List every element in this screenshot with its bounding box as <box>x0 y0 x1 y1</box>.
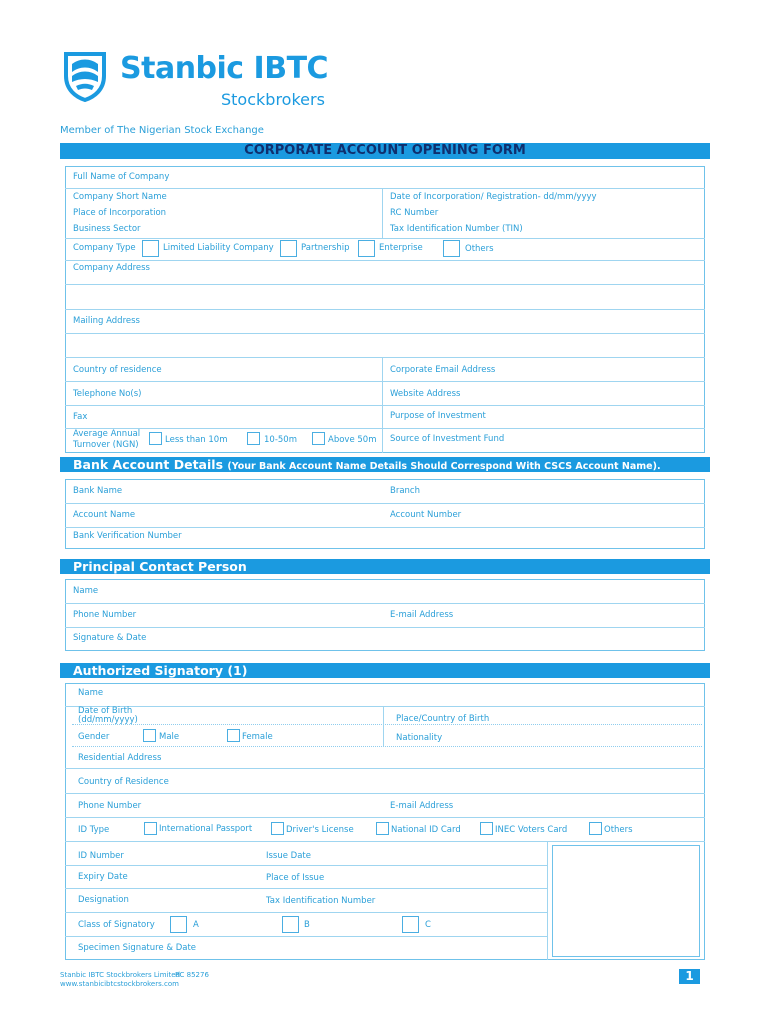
corporate-email-label: Corporate Email Address <box>390 365 496 375</box>
page-number: 1 <box>685 969 694 983</box>
partnership-label: Partnership <box>301 243 350 253</box>
principal-section-title: Principal Contact Person <box>73 559 247 574</box>
tin-label: Tax Identification Number (TIN) <box>390 224 523 234</box>
passport-label: International Passport <box>159 824 253 834</box>
class-b-checkbox[interactable] <box>282 916 299 933</box>
dob-label-1: Date of Birth <box>78 706 133 716</box>
others-checkbox[interactable] <box>443 240 460 257</box>
class-signatory-label: Class of Signatory <box>78 920 155 930</box>
female-checkbox[interactable] <box>227 729 240 742</box>
rc-number-label: RC Number <box>390 208 439 218</box>
country-residence-label: Country of Residence <box>78 777 169 787</box>
female-label: Female <box>242 732 273 742</box>
principal-signature-label: Signature & Date <box>73 633 147 643</box>
inec-card-label: INEC Voters Card <box>495 825 568 835</box>
turnover-less-10m-label: Less than 10m <box>165 435 228 445</box>
turnover-label-1: Average Annual <box>73 429 141 439</box>
telephone-label: Telephone No(s) <box>73 389 142 399</box>
short-name-label: Company Short Name <box>73 192 167 202</box>
principal-section <box>65 579 705 651</box>
gender-label: Gender <box>78 732 110 742</box>
principal-name-label: Name <box>73 586 99 596</box>
shield-icon <box>62 50 108 102</box>
brand-logo <box>62 50 108 102</box>
turnover-10-50m-label: 10-50m <box>264 435 297 445</box>
id-number-label: ID Number <box>78 851 124 861</box>
enterprise-checkbox[interactable] <box>358 240 375 257</box>
signatory-section-title: Authorized Signatory (1) <box>73 663 248 678</box>
class-c-label: C <box>425 920 431 930</box>
place-issue-label: Place of Issue <box>266 873 325 883</box>
enterprise-label: Enterprise <box>379 243 423 253</box>
male-label: Male <box>159 732 180 742</box>
signatory-email-label: E-mail Address <box>390 801 454 811</box>
turnover-10-50m-checkbox[interactable] <box>247 432 260 445</box>
mailing-address-label: Mailing Address <box>73 316 140 326</box>
company-type-label: Company Type <box>73 243 136 253</box>
member-text: Member of The Nigerian Stock Exchange <box>60 125 264 136</box>
passport-checkbox[interactable] <box>144 822 157 835</box>
principal-phone-label: Phone Number <box>73 610 137 620</box>
others-label: Others <box>465 244 494 254</box>
male-checkbox[interactable] <box>143 729 156 742</box>
designation-label: Designation <box>78 895 129 905</box>
turnover-less-10m-checkbox[interactable] <box>149 432 162 445</box>
fax-label: Fax <box>73 412 88 422</box>
account-number-label: Account Number <box>390 510 462 520</box>
company-address-label: Company Address <box>73 263 150 273</box>
passport-photo-box[interactable] <box>552 845 700 957</box>
signatory-phone-label: Phone Number <box>78 801 142 811</box>
turnover-above-50m-label: Above 50m <box>328 435 377 445</box>
source-fund-label: Source of Investment Fund <box>390 434 505 444</box>
inec-card-checkbox[interactable] <box>480 822 493 835</box>
llc-label: Limited Liability Company <box>163 243 274 253</box>
footer-company: Stanbic IBTC Stockbrokers Limited <box>60 971 181 979</box>
bank-title-text: Bank Account Details <box>73 457 224 472</box>
brand-name: Stanbic IBTC <box>120 51 329 86</box>
id-others-checkbox[interactable] <box>589 822 602 835</box>
bvn-label: Bank Verification Number <box>73 531 182 541</box>
tax-id-label: Tax Identification Number <box>266 896 376 906</box>
issue-date-label: Issue Date <box>266 851 311 861</box>
footer-rc: RC 85276 <box>175 971 209 979</box>
class-a-label: A <box>193 920 199 930</box>
specimen-signature-label: Specimen Signature & Date <box>78 943 197 953</box>
footer-website: www.stanbicibtcstockbrokers.com <box>60 980 179 988</box>
class-b-label: B <box>304 920 310 930</box>
id-type-label: ID Type <box>78 825 110 835</box>
business-sector-label: Business Sector <box>73 224 141 234</box>
form-title: CORPORATE ACCOUNT OPENING FORM <box>244 143 526 158</box>
branch-label: Branch <box>390 486 420 496</box>
class-c-checkbox[interactable] <box>402 916 419 933</box>
bank-name-label: Bank Name <box>73 486 123 496</box>
country-label: Country of residence <box>73 365 162 375</box>
residential-label: Residential Address <box>78 753 162 763</box>
national-id-label: National ID Card <box>391 825 461 835</box>
national-id-checkbox[interactable] <box>376 822 389 835</box>
full-name-label: Full Name of Company <box>73 172 170 182</box>
bank-subtitle-text: (Your Bank Account Name Details Should Correspond With CSCS Account Name). <box>227 461 661 472</box>
turnover-above-50m-checkbox[interactable] <box>312 432 325 445</box>
mailing-address-field[interactable] <box>66 334 704 356</box>
website-label: Website Address <box>390 389 461 399</box>
place-birth-label: Place/Country of Birth <box>396 714 490 724</box>
partnership-checkbox[interactable] <box>280 240 297 257</box>
company-address-field[interactable] <box>66 285 704 308</box>
signatory-name-label: Name <box>78 688 104 698</box>
brand-subtitle: Stockbrokers <box>221 90 325 109</box>
turnover-label-2: Turnover (NGN) <box>73 440 139 450</box>
account-name-label: Account Name <box>73 510 136 520</box>
principal-email-label: E-mail Address <box>390 610 454 620</box>
date-incorp-label: Date of Incorporation/ Registration- dd/mm/yyyy <box>390 192 597 202</box>
nationality-label: Nationality <box>396 733 443 743</box>
drivers-license-checkbox[interactable] <box>271 822 284 835</box>
expiry-date-label: Expiry Date <box>78 872 128 882</box>
class-a-checkbox[interactable] <box>170 916 187 933</box>
bank-section-title <box>73 459 661 472</box>
place-incorp-label: Place of Incorporation <box>73 208 167 218</box>
llc-checkbox[interactable] <box>142 240 159 257</box>
id-others-label: Others <box>604 825 633 835</box>
drivers-license-label: Driver's License <box>286 825 354 835</box>
dob-label-2: (dd/mm/yyyy) <box>78 715 138 725</box>
purpose-label: Purpose of Investment <box>390 411 486 421</box>
